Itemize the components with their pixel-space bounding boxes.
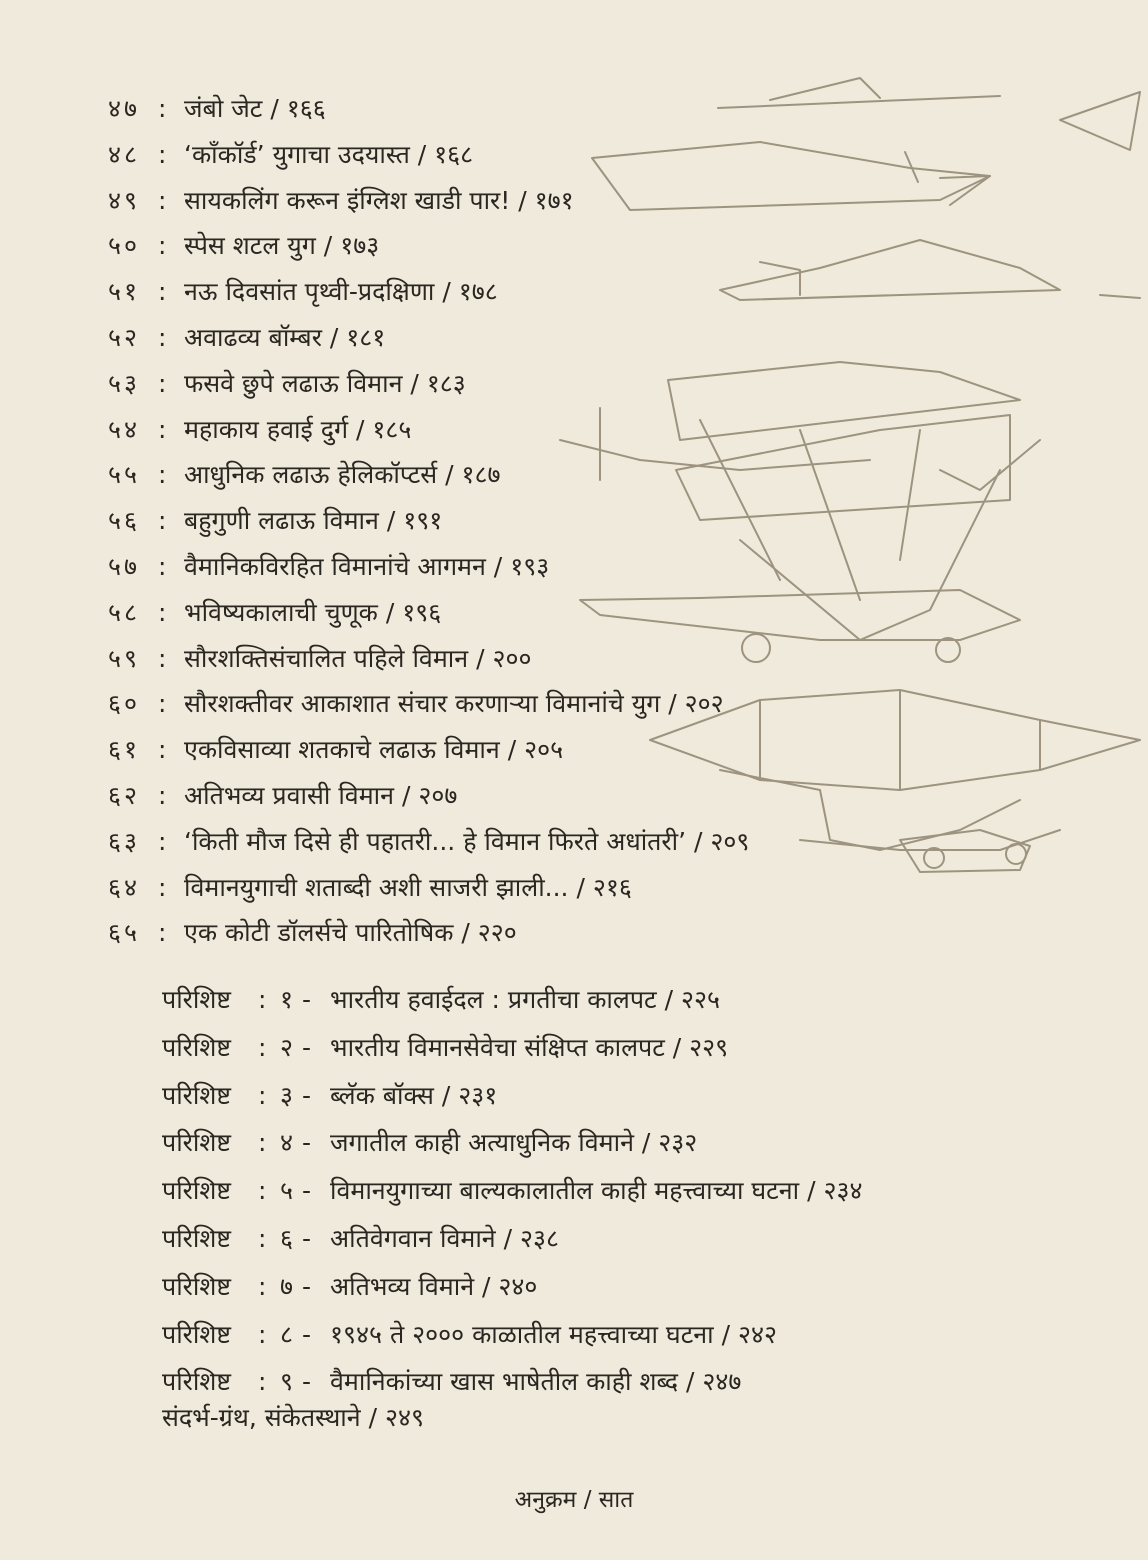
chapter-page: १९३ bbox=[510, 551, 550, 581]
chapter-number: ६१ bbox=[108, 735, 141, 765]
chapter-number: ४७ bbox=[108, 94, 141, 123]
toc-entry[interactable]: ५० : स्पेस शटल युग / १७३ bbox=[108, 223, 749, 269]
chapter-number: ५४ bbox=[108, 414, 141, 444]
appendix-title: वैमानिकांच्या खास भाषेतील काही शब्द bbox=[330, 1367, 679, 1397]
appendix-label: परिशिष्ट bbox=[162, 1080, 231, 1110]
appendix-label: परिशिष्ट bbox=[162, 985, 231, 1014]
chapter-page: १९१ bbox=[403, 506, 443, 536]
appendix-title: विमानयुगाच्या बाल्यकालातील काही महत्त्वाच्या घटना bbox=[330, 1176, 800, 1206]
chapter-page: २०७ bbox=[418, 780, 458, 810]
chapter-title: अतिभव्य प्रवासी विमान bbox=[184, 780, 394, 810]
page-footer: अनुक्रम / सात bbox=[514, 1487, 634, 1513]
chapter-title: नऊ दिवसांत पृथ्वी-प्रदक्षिणा bbox=[184, 277, 435, 307]
appendix-title: जगातील काही अत्याधुनिक विमाने bbox=[330, 1128, 634, 1158]
toc-entry[interactable]: ५२ : अवाढव्य बॉम्बर / १८१ bbox=[108, 315, 749, 361]
chapter-page: १८३ bbox=[426, 368, 466, 398]
chapter-title: विमानयुगाची शताब्दी अशी साजरी झाली... bbox=[184, 872, 569, 902]
appendix-label: परिशिष्ट bbox=[162, 1128, 231, 1158]
chapter-title: सौरशक्तिसंचालित पहिले विमान bbox=[184, 643, 469, 673]
toc-entry[interactable]: ६५ : एक कोटी डॉलर्सचे पारितोषिक / २२० bbox=[108, 910, 749, 956]
chapter-number: ६५ bbox=[108, 918, 141, 948]
appendix-label: परिशिष्ट bbox=[162, 1223, 231, 1253]
appendix-label: परिशिष्ट bbox=[162, 1319, 231, 1349]
chapter-page: १८५ bbox=[372, 414, 412, 444]
appendix-entry[interactable]: परिशिष्ट : ३ - ब्लॅक बॉक्स / २३१ bbox=[162, 1072, 862, 1120]
appendix-entry[interactable]: परिशिष्ट : ९ - वैमानिकांच्या खास भाषेतील काही शब्द / २४७ bbox=[162, 1358, 862, 1406]
appendix-page: २२९ bbox=[689, 1032, 729, 1062]
chapter-page: २०२ bbox=[684, 689, 724, 719]
chapter-number: ४९ bbox=[108, 185, 141, 215]
appendix-number: ३ bbox=[280, 1080, 294, 1110]
toc-entry[interactable]: ४७ : जंबो जेट / १६६ bbox=[108, 86, 749, 132]
appendix-entry[interactable]: परिशिष्ट : ६ - अतिवेगवान विमाने / २३८ bbox=[162, 1215, 862, 1263]
appendix-page: २४२ bbox=[738, 1319, 778, 1349]
chapter-page: १९६ bbox=[402, 597, 442, 627]
chapter-number: ६० bbox=[108, 689, 141, 719]
appendix-number: ४ bbox=[280, 1128, 294, 1158]
toc-entry[interactable]: ५३ : फसवे छुपे लढाऊ विमान / १८३ bbox=[108, 361, 749, 407]
chapter-page: १८७ bbox=[461, 460, 501, 490]
references-title: संदर्भ-ग्रंथ, संकेतस्थाने bbox=[162, 1403, 361, 1432]
appendix-page: २२५ bbox=[681, 985, 721, 1014]
chapter-number: ५७ bbox=[108, 551, 141, 581]
toc-entry[interactable]: ५६ : बहुगुणी लढाऊ विमान / १९१ bbox=[108, 498, 749, 544]
chapter-title: महाकाय हवाई दुर्ग bbox=[184, 414, 349, 444]
appendix-page: २४७ bbox=[702, 1367, 742, 1397]
toc-entry[interactable]: ६४ : विमानयुगाची शताब्दी अशी साजरी झाली... / २१६ bbox=[108, 865, 749, 911]
chapter-title: सायकलिंग करून इंग्लिश खाडी पार! bbox=[184, 185, 511, 215]
toc-entry[interactable]: ६३ : ‘किती मौज दिसे ही पहातरी... हे विमान फिरते अधांतरी’ / २०९ bbox=[108, 819, 749, 865]
chapter-page: २०९ bbox=[710, 826, 750, 856]
chapter-page: २०० bbox=[492, 643, 532, 673]
appendix-entry[interactable]: परिशिष्ट : ५ - विमानयुगाच्या बाल्यकालातील काही महत्त्वाच्या घटना / २३४ bbox=[162, 1167, 862, 1215]
references-entry[interactable]: संदर्भ-ग्रंथ, संकेतस्थाने / २४९ bbox=[162, 1403, 424, 1432]
toc-entry[interactable]: ४८ : ‘काँकॉर्ड’ युगाचा उदयास्त / १६८ bbox=[108, 132, 749, 178]
appendix-label: परिशिष्ट bbox=[162, 1367, 231, 1397]
chapter-number: ५५ bbox=[108, 460, 141, 490]
chapter-title: भविष्यकालाची चुणूक bbox=[184, 597, 378, 627]
appendix-page: २३२ bbox=[658, 1128, 698, 1158]
appendix-page: २४० bbox=[498, 1271, 538, 1301]
chapter-number: ५९ bbox=[108, 643, 141, 673]
chapter-title: ‘काँकॉर्ड’ युगाचा उदयास्त bbox=[184, 139, 410, 169]
toc-entry[interactable]: ५५ : आधुनिक लढाऊ हेलिकॉप्टर्स / १८७ bbox=[108, 452, 749, 498]
toc-entry[interactable]: ५४ : महाकाय हवाई दुर्ग / १८५ bbox=[108, 407, 749, 453]
appendix-page: २३१ bbox=[458, 1080, 498, 1110]
chapter-title: बहुगुणी लढाऊ विमान bbox=[184, 506, 379, 536]
appendix-entry[interactable]: परिशिष्ट : १ - भारतीय हवाईदल : प्रगतीचा कालपट / २२५ bbox=[162, 976, 862, 1024]
chapter-number: ५८ bbox=[108, 597, 141, 627]
toc-entry[interactable]: ५७ : वैमानिकविरहित विमानांचे आगमन / १९३ bbox=[108, 544, 749, 590]
chapter-title: एकविसाव्या शतकाचे लढाऊ विमान bbox=[184, 735, 500, 765]
chapter-page: २०५ bbox=[524, 735, 564, 765]
chapter-title: जंबो जेट bbox=[184, 94, 263, 123]
chapter-page: १८१ bbox=[346, 322, 386, 352]
chapter-number: ५६ bbox=[108, 506, 141, 536]
appendix-number: २ bbox=[280, 1032, 294, 1062]
toc-entry[interactable]: ६० : सौरशक्तीवर आकाशात संचार करणाऱ्या विमानांचे युग / २०२ bbox=[108, 681, 749, 727]
references-page: २४९ bbox=[384, 1403, 424, 1432]
chapter-page: २२० bbox=[477, 918, 517, 948]
chapter-number: ४८ bbox=[108, 139, 141, 169]
chapter-title: फसवे छुपे लढाऊ विमान bbox=[184, 368, 403, 398]
toc-entry[interactable]: ५९ : सौरशक्तिसंचालित पहिले विमान / २०० bbox=[108, 636, 749, 682]
chapter-number: ५१ bbox=[108, 277, 141, 307]
chapter-page: २१६ bbox=[592, 872, 632, 902]
chapter-page: १७१ bbox=[534, 185, 574, 215]
chapter-title: सौरशक्तीवर आकाशात संचार करणाऱ्या विमानांचे युग bbox=[184, 689, 661, 719]
chapter-number: ५० bbox=[108, 231, 141, 261]
appendix-number: ७ bbox=[280, 1271, 294, 1301]
chapter-page: १७८ bbox=[458, 277, 498, 307]
chapter-page: १६६ bbox=[286, 94, 326, 123]
chapter-number: ५३ bbox=[108, 368, 141, 398]
appendix-title: अतिभव्य विमाने bbox=[330, 1271, 475, 1301]
appendix-entry[interactable]: परिशिष्ट : ८ - १९४५ ते २००० काळातील महत्त्वाच्या घटना / २४२ bbox=[162, 1311, 862, 1359]
appendix-entry[interactable]: परिशिष्ट : ७ - अतिभव्य विमाने / २४० bbox=[162, 1263, 862, 1311]
appendix-number: ९ bbox=[280, 1367, 294, 1397]
appendix-label: परिशिष्ट bbox=[162, 1176, 231, 1206]
appendix-entry[interactable]: परिशिष्ट : ४ - जगातील काही अत्याधुनिक विमाने / २३२ bbox=[162, 1119, 862, 1167]
chapter-number: ६३ bbox=[108, 826, 141, 856]
chapter-title: अवाढव्य बॉम्बर bbox=[184, 322, 322, 352]
toc-entry[interactable]: ५८ : भविष्यकालाची चुणूक / १९६ bbox=[108, 590, 749, 636]
chapter-title: आधुनिक लढाऊ हेलिकॉप्टर्स bbox=[184, 460, 438, 490]
toc-entry[interactable]: ५१ : नऊ दिवसांत पृथ्वी-प्रदक्षिणा / १७८ bbox=[108, 269, 749, 315]
chapter-page: १६८ bbox=[434, 139, 474, 169]
chapter-number: ६४ bbox=[108, 872, 141, 902]
appendix-title: ब्लॅक बॉक्स bbox=[330, 1080, 434, 1110]
chapter-title: स्पेस शटल युग bbox=[184, 231, 316, 261]
chapter-number: ५२ bbox=[108, 322, 141, 352]
appendix-number: ८ bbox=[280, 1319, 294, 1349]
chapter-title: एक कोटी डॉलर्सचे पारितोषिक bbox=[184, 918, 454, 948]
appendix-label: परिशिष्ट bbox=[162, 1271, 231, 1301]
chapter-page: १७३ bbox=[340, 231, 380, 261]
appendix-title: अतिवेगवान विमाने bbox=[330, 1223, 496, 1253]
toc-entry[interactable]: ६२ : अतिभव्य प्रवासी विमान / २०७ bbox=[108, 773, 749, 819]
appendix-number: १ bbox=[280, 985, 294, 1014]
toc-entry[interactable]: ६१ : एकविसाव्या शतकाचे लढाऊ विमान / २०५ bbox=[108, 727, 749, 773]
appendix-page: २३८ bbox=[520, 1223, 560, 1253]
appendix-number: ५ bbox=[280, 1176, 294, 1206]
appendix-label: परिशिष्ट bbox=[162, 1032, 231, 1062]
toc-entry[interactable]: ४९ : सायकलिंग करून इंग्लिश खाडी पार! / १७१ bbox=[108, 178, 749, 224]
appendix-title: भारतीय विमानसेवेचा संक्षिप्त कालपट bbox=[330, 1032, 665, 1062]
appendix-page: २३४ bbox=[823, 1176, 863, 1206]
chapter-number: ६२ bbox=[108, 780, 141, 810]
appendix-entry[interactable]: परिशिष्ट : २ - भारतीय विमानसेवेचा संक्षिप्त कालपट / २२९ bbox=[162, 1024, 862, 1072]
appendix-list bbox=[162, 976, 862, 1406]
table-of-contents bbox=[108, 86, 749, 956]
appendix-number: ६ bbox=[280, 1223, 294, 1253]
chapter-title: ‘किती मौज दिसे ही पहातरी... हे विमान फिरते अधांतरी’ bbox=[184, 826, 687, 856]
chapter-title: वैमानिकविरहित विमानांचे आगमन bbox=[184, 551, 486, 581]
appendix-title: १९४५ ते २००० काळातील महत्त्वाच्या घटना bbox=[330, 1319, 714, 1349]
appendix-title: भारतीय हवाईदल : प्रगतीचा कालपट bbox=[330, 985, 657, 1014]
